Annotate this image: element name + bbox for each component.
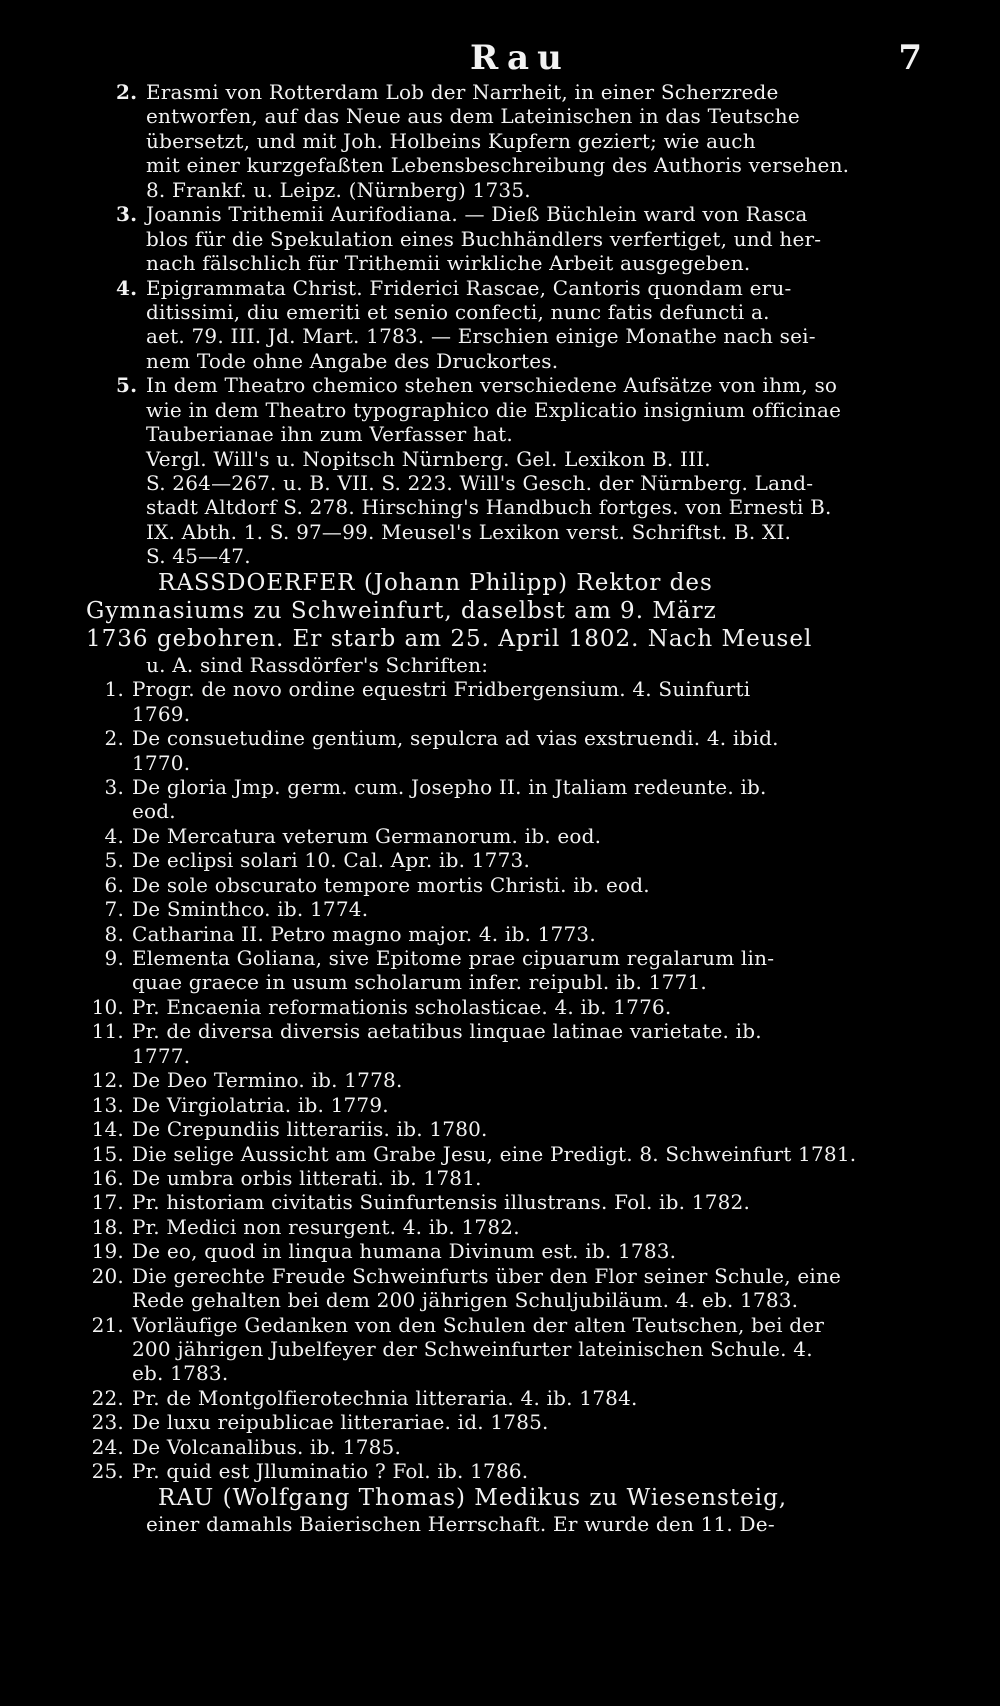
line-text: quae graece in usum scholarum infer. reipubl. ib. 1771. xyxy=(132,970,707,995)
line-text: Vorläufige Gedanken von den Schulen der alten Teutschen, bei der xyxy=(132,1312,825,1337)
line-text: 1770. xyxy=(132,750,191,775)
line-text: Erasmi von Rotterdam Lob der Narrheit, in einer Scherzrede xyxy=(146,80,779,104)
line-text: De Sminthco. ib. 1774. xyxy=(132,897,369,922)
item-number: 17. xyxy=(91,1190,124,1215)
text-line xyxy=(86,1459,916,1483)
text-line xyxy=(86,1117,916,1141)
page-body xyxy=(86,80,916,1536)
text-line xyxy=(86,1142,916,1166)
item-number: 2. xyxy=(116,80,138,104)
text-line xyxy=(86,751,916,775)
item-number: 2. xyxy=(104,726,124,751)
line-text: De Volcanalibus. ib. 1785. xyxy=(132,1434,402,1459)
item-number: 13. xyxy=(91,1092,124,1117)
running-head xyxy=(0,38,1000,78)
line-text: De consuetudine gentium, sepulcra ad vias exstruendi. 4. ibid. xyxy=(132,726,779,751)
item-number: 4. xyxy=(104,823,124,848)
item-number: 23. xyxy=(91,1410,124,1435)
text-line xyxy=(86,1337,916,1361)
text-line xyxy=(86,324,916,348)
item-number: 5. xyxy=(116,373,138,398)
line-text: nem Tode ohne Angabe des Druckortes. xyxy=(146,348,559,373)
item-number: 10. xyxy=(91,994,124,1019)
line-text: stadt Altdorf S. 278. Hirsching's Handbuch fortges. von Ernesti B. xyxy=(146,495,832,520)
line-text: Epigrammata Christ. Friderici Rascae, Cantoris quondam eru- xyxy=(146,275,792,300)
text-line xyxy=(86,422,916,446)
line-text: RAU (Wolfgang Thomas) Medikus zu Wiesensteig, xyxy=(158,1484,788,1511)
line-text: Elementa Goliana, sive Epitome prae cipuarum regalarum lin- xyxy=(132,946,775,970)
text-line xyxy=(86,1264,916,1288)
text-line xyxy=(86,702,916,726)
line-text: IX. Abth. 1. S. 97—99. Meusel's Lexikon verst. Schriftst. B. XI. xyxy=(146,519,792,544)
text-line xyxy=(86,995,916,1019)
text-line xyxy=(86,873,916,897)
item-number: 20. xyxy=(91,1263,124,1288)
text-line xyxy=(86,1435,916,1459)
line-text: entworfen, auf das Neue aus dem Lateinischen in das Teutsche xyxy=(146,104,800,129)
text-line xyxy=(86,178,916,202)
text-line xyxy=(86,726,916,750)
text-line xyxy=(86,1190,916,1214)
line-text: Tauberianae ihn zum Verfasser hat. xyxy=(146,422,513,447)
text-line xyxy=(86,1484,916,1512)
text-line xyxy=(86,227,916,251)
line-text: De Crepundiis litterariis. ib. 1780. xyxy=(132,1117,488,1142)
text-line xyxy=(86,1288,916,1312)
line-text: 200 jährigen Jubelfeyer der Schweinfurter lateinischen Schule. 4. xyxy=(132,1337,813,1361)
text-line xyxy=(86,251,916,275)
line-text: 1769. xyxy=(132,701,191,726)
text-line xyxy=(86,775,916,799)
line-text: Gymnasiums zu Schweinfurt, daselbst am 9. März xyxy=(86,597,717,624)
line-text: Die gerechte Freude Schweinfurts über den Flor seiner Schule, eine xyxy=(132,1263,842,1288)
text-line xyxy=(86,544,916,568)
text-line xyxy=(86,373,916,397)
line-text: Die selige Aussicht am Grabe Jesu, eine Predigt. 8. Schweinfurt 1781. xyxy=(132,1141,857,1166)
line-text: Catharina II. Petro magno major. 4. ib. 1773. xyxy=(132,921,596,946)
line-text: De umbra orbis litterati. ib. 1781. xyxy=(132,1165,482,1190)
line-text: Vergl. Will's u. Nopitsch Nürnberg. Gel. Lexikon B. III. xyxy=(146,446,711,471)
text-line xyxy=(86,569,916,597)
text-line xyxy=(86,104,916,128)
line-text: aet. 79. III. Jd. Mart. 1783. — Erschien einige Monathe nach sei- xyxy=(146,324,816,349)
line-text: De gloria Jmp. germ. cum. Josepho II. in Jtaliam redeunte. ib. xyxy=(132,774,767,799)
text-line xyxy=(86,625,916,653)
line-text: Pr. Medici non resurgent. 4. ib. 1782. xyxy=(132,1214,520,1239)
running-head-title: Rau xyxy=(470,38,570,78)
line-text: De Virgiolatria. ib. 1779. xyxy=(132,1092,389,1117)
item-number: 5. xyxy=(104,848,124,873)
text-line xyxy=(86,946,916,970)
item-number: 24. xyxy=(91,1434,124,1459)
text-line xyxy=(86,1361,916,1385)
text-line xyxy=(86,1044,916,1068)
line-text: 1736 gebohren. Er starb am 25. April 1802. Nach Meusel xyxy=(86,625,813,652)
line-text: ditissimi, diu emeriti et senio confecti, nunc fatis defuncti a. xyxy=(146,299,770,324)
text-line xyxy=(86,1068,916,1092)
item-number: 6. xyxy=(104,872,124,897)
line-text: u. A. sind Rassdörfer's Schriften: xyxy=(146,652,489,677)
text-line xyxy=(86,897,916,921)
item-number: 4. xyxy=(116,275,138,300)
line-text: 1777. xyxy=(132,1043,191,1068)
item-number: 8. xyxy=(104,921,124,946)
text-line xyxy=(86,824,916,848)
line-text: S. 45—47. xyxy=(146,544,251,569)
line-text: In dem Theatro chemico stehen verschiedene Aufsätze von ihm, so xyxy=(146,373,838,398)
item-number: 21. xyxy=(91,1312,124,1337)
line-text: nach fälschlich für Trithemii wirkliche Arbeit ausgegeben. xyxy=(146,251,751,276)
line-text: Pr. quid est Jlluminatio ? Fol. ib. 1786. xyxy=(132,1459,529,1484)
line-text: S. 264—267. u. B. VII. S. 223. Will's Gesch. der Nürnberg. Land- xyxy=(146,471,814,495)
line-text: Pr. de diversa diversis aetatibus linquae latinae varietate. ib. xyxy=(132,1019,762,1044)
text-line xyxy=(86,300,916,324)
item-number: 9. xyxy=(104,946,124,970)
text-line xyxy=(86,1512,916,1536)
line-text: De eclipsi solari 10. Cal. Apr. ib. 1773. xyxy=(132,848,531,873)
text-line xyxy=(86,520,916,544)
line-text: wie in dem Theatro typographico die Explicatio insignium officinae xyxy=(146,397,842,422)
line-text: De eo, quod in linqua humana Divinum est. ib. 1783. xyxy=(132,1239,677,1264)
text-line xyxy=(86,848,916,872)
item-number: 18. xyxy=(91,1214,124,1239)
text-line xyxy=(86,799,916,823)
text-line xyxy=(86,1386,916,1410)
text-line xyxy=(86,202,916,226)
text-line xyxy=(86,398,916,422)
item-number: 3. xyxy=(104,774,124,799)
text-line xyxy=(86,653,916,677)
item-number: 19. xyxy=(91,1239,124,1264)
text-line xyxy=(86,1166,916,1190)
text-line xyxy=(86,471,916,495)
line-text: blos für die Spekulation eines Buchhändlers verfertiget, und her- xyxy=(146,226,822,251)
text-line xyxy=(86,153,916,177)
item-number: 25. xyxy=(91,1459,124,1484)
line-text: einer damahls Baierischen Herrschaft. Er wurde den 11. De- xyxy=(146,1511,775,1536)
item-number: 14. xyxy=(91,1117,124,1142)
line-text: RASSDOERFER (Johann Philipp) Rektor des xyxy=(158,569,713,596)
text-line xyxy=(86,495,916,519)
item-number: 1. xyxy=(104,677,124,702)
text-line xyxy=(86,970,916,994)
text-line xyxy=(86,1019,916,1043)
line-text: De sole obscurato tempore mortis Christi. ib. eod. xyxy=(132,872,650,897)
line-text: Pr. de Montgolfierotechnia litteraria. 4. ib. 1784. xyxy=(132,1385,638,1410)
page-number: 7 xyxy=(898,38,922,78)
line-text: Pr. Encaenia reformationis scholasticae. 4. ib. 1776. xyxy=(132,994,672,1019)
text-line xyxy=(86,129,916,153)
line-text: Joannis Trithemii Aurifodiana. — Dieß Büchlein ward von Rasca xyxy=(146,202,808,227)
line-text: Progr. de novo ordine equestri Fridbergensium. 4. Suinfurti xyxy=(132,677,751,702)
line-text: De luxu reipublicae litterariae. id. 1785. xyxy=(132,1410,549,1435)
item-number: 22. xyxy=(91,1385,124,1410)
line-text: eod. xyxy=(132,799,176,824)
text-line xyxy=(86,276,916,300)
text-line xyxy=(86,597,916,625)
item-number: 7. xyxy=(104,897,124,922)
item-number: 15. xyxy=(91,1141,124,1166)
text-line xyxy=(86,1239,916,1263)
item-number: 11. xyxy=(91,1019,124,1044)
text-line xyxy=(86,1093,916,1117)
line-text: eb. 1783. xyxy=(132,1361,229,1386)
text-line xyxy=(86,1313,916,1337)
line-text: mit einer kurzgefaßten Lebensbeschreibung des Authoris versehen. xyxy=(146,153,850,178)
line-text: De Mercatura veterum Germanorum. ib. eod. xyxy=(132,823,602,848)
text-line xyxy=(86,922,916,946)
item-number: 3. xyxy=(116,202,138,227)
text-line xyxy=(86,349,916,373)
line-text: übersetzt, und mit Joh. Holbeins Kupfern geziert; wie auch xyxy=(146,128,756,153)
text-line xyxy=(86,677,916,701)
line-text: De Deo Termino. ib. 1778. xyxy=(132,1068,403,1093)
item-number: 12. xyxy=(91,1068,124,1093)
item-number: 16. xyxy=(91,1165,124,1190)
text-line xyxy=(86,447,916,471)
text-line xyxy=(86,80,916,104)
text-line xyxy=(86,1215,916,1239)
text-line xyxy=(86,1410,916,1434)
line-text: 8. Frankf. u. Leipz. (Nürnberg) 1735. xyxy=(146,177,531,202)
line-text: Rede gehalten bei dem 200 jährigen Schuljubiläum. 4. eb. 1783. xyxy=(132,1288,799,1313)
line-text: Pr. historiam civitatis Suinfurtensis illustrans. Fol. ib. 1782. xyxy=(132,1190,751,1215)
